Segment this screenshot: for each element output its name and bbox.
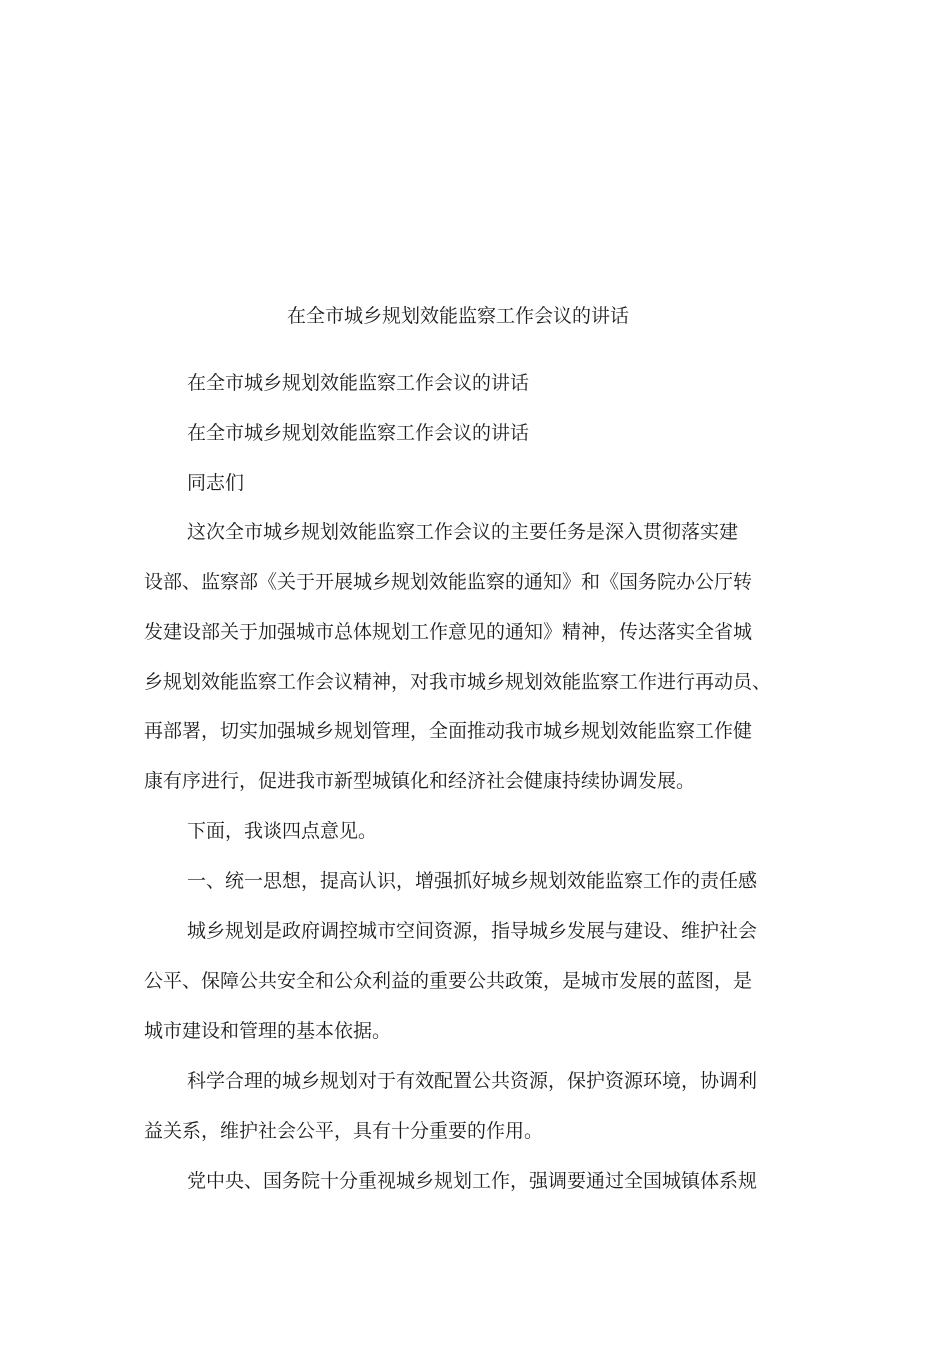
paragraph-line: 城乡规划是政府调控城市空间资源，指导城乡发展与建设、维护社会 — [187, 920, 758, 942]
paragraph-line: 益关系，维护社会公平，具有十分重要的作用。 — [144, 1120, 544, 1142]
paragraph-line: 公平、保障公共安全和公众利益的重要公共政策，是城市发展的蓝图，是 — [144, 970, 753, 992]
paragraph-line: 发建设部关于加强城市总体规划工作意见的通知》精神，传达落实全省城 — [144, 621, 753, 643]
paragraph-line: 这次全市城乡规划效能监察工作会议的主要任务是深入贯彻落实建 — [187, 521, 739, 543]
document-title: 在全市城乡规划效能监察工作会议的讲话 — [286, 305, 629, 327]
salutation: 同志们 — [187, 472, 245, 494]
paragraph-line: 科学合理的城乡规划对于有效配置公共资源，保护资源环境，协调利 — [187, 1070, 758, 1092]
subtitle-line: 在全市城乡规划效能监察工作会议的讲话 — [187, 372, 530, 394]
paragraph-line: 下面，我谈四点意见。 — [187, 820, 378, 842]
section-heading: 一、统一思想，提高认识，增强抓好城乡规划效能监察工作的责任感 — [187, 870, 758, 892]
paragraph-line: 设部、监察部《关于开展城乡规划效能监察的通知》和《国务院办公厅转 — [144, 571, 753, 593]
subtitle-line: 在全市城乡规划效能监察工作会议的讲话 — [187, 422, 530, 444]
paragraph-line: 康有序进行，促进我市新型城镇化和经济社会健康持续协调发展。 — [144, 770, 696, 792]
paragraph-line: 党中央、国务院十分重视城乡规划工作，强调要通过全国城镇体系规 — [187, 1170, 758, 1192]
paragraph-line: 乡规划效能监察工作会议精神，对我市城乡规划效能监察工作进行再动员、 — [144, 671, 772, 693]
paragraph-line: 城市建设和管理的基本依据。 — [144, 1020, 392, 1042]
paragraph-line: 再部署，切实加强城乡规划管理，全面推动我市城乡规划效能监察工作健 — [144, 720, 753, 742]
